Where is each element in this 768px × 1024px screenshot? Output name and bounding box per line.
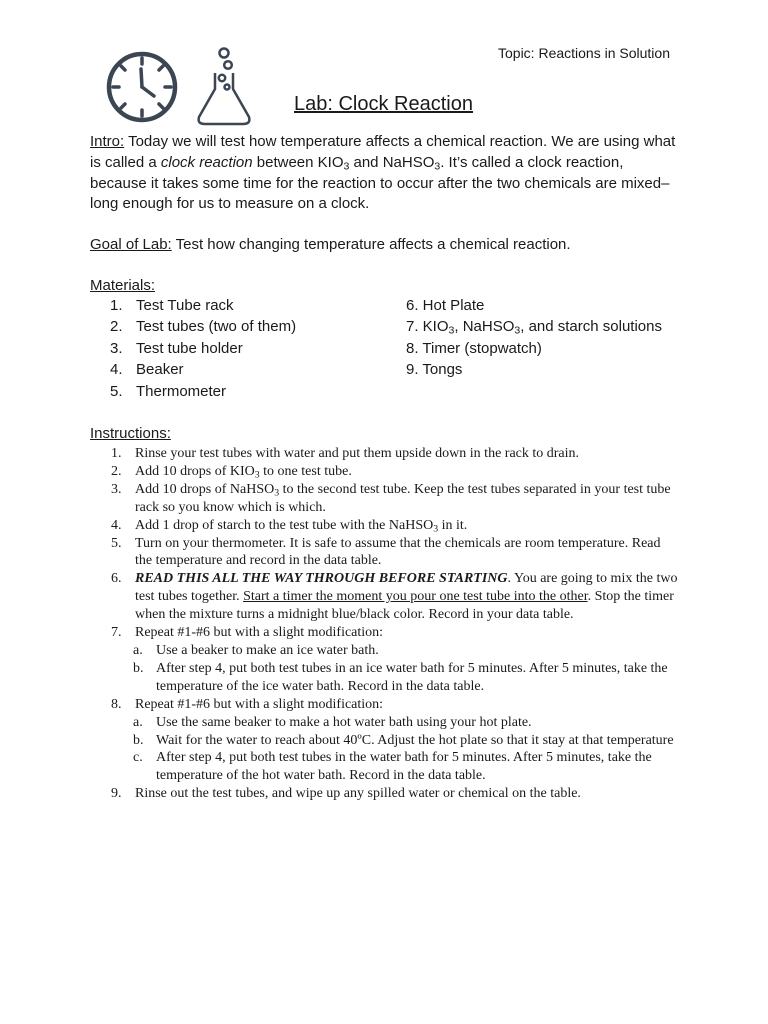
instructions-heading: Instructions: (90, 425, 171, 442)
list-item: 3. Add 10 drops of NaHSO$_3$ to the second test tube. Keep the test tubes separated in your test tube rack so you know which is which. (111, 481, 671, 515)
list-item: 1. Test Tube rack (110, 297, 234, 314)
list-item: 4. Add 1 drop of starch to the test tube with the NaHSO$_3$ in it. (111, 517, 468, 535)
list-item: 7. Repeat #1-#6 but with a slight modification: (111, 625, 384, 641)
list-item: 4. Beaker (110, 361, 184, 379)
list-item: 6. READ THIS ALL THE WAY THROUGH BEFORE STARTING. You are going to mix the two test tubes together. Start a timer the moment you pour one test tube into the other. Stop the timer when the mixture turns a midnight blue/black color. Record in your data table. (111, 571, 678, 623)
sub-list-item: b. Wait for the water to reach about 40ºC. Adjust the hot plate so that it stay at that temperature (133, 732, 674, 748)
sub-list-item: c. After step 4, put both test tubes in the water bath for 5 minutes. After 5 minutes, take the temperature of the hot water bath. Record in the data table. (133, 750, 652, 784)
goal-label: Goal of Lab: (90, 236, 172, 253)
list-item: 5. Turn on your thermometer. It is safe to assume that the chemicals are room temperature. Read the temperature and record in the data table. (111, 535, 661, 569)
list-item: 7. $KIO_3$, NaHSO$_3$, and starch solutions (406, 318, 662, 338)
list-item: 8. Timer (stopwatch) (406, 339, 542, 357)
warning-text: READ THIS ALL THE WAY THROUGH BEFORE STARTING (135, 571, 508, 587)
materials-list-right (406, 295, 662, 381)
clock-icon (104, 47, 180, 127)
materials-heading: Materials: (90, 277, 156, 294)
intro-italic: clock reaction (160, 153, 253, 171)
list-item: 2. Test tubes (two of them) (110, 318, 297, 336)
intro-paragraph (90, 132, 680, 215)
sub-list-item: a. Use the same beaker to make a hot water bath using your hot plate. (133, 714, 532, 730)
list-item: 3. Test tube holder (110, 339, 243, 357)
intro-text: between KIO (252, 153, 344, 171)
list-item: 8. Repeat #1-#6 but with a slight modification: (111, 696, 384, 712)
flask-icon (194, 45, 254, 127)
subscript: 3 (343, 160, 350, 173)
page-title: Lab: Clock Reaction (294, 93, 473, 115)
list-item: 5. Thermometer (110, 382, 227, 400)
list-item: 2. Add 10 drops of $KIO_3$ to one test tube. (111, 463, 352, 481)
goal-text: Test how changing temperature affects a chemical reaction. (171, 236, 571, 253)
intro-text: and NaHSO (349, 153, 435, 171)
goal-paragraph (90, 235, 690, 256)
list-item: 1. Rinse your test tubes with water and put them upside down in the rack to drain. (111, 446, 580, 461)
list-item: 9. Tongs (406, 361, 463, 379)
subscript: 3 (434, 160, 441, 173)
topic-label: Topic: Reactions in Solution (498, 45, 670, 61)
sub-list-item: a. Use a beaker to make an ice water bath. (133, 642, 379, 658)
intro-label: Intro: (90, 133, 125, 150)
list-item: 6. Hot Plate (406, 297, 485, 314)
materials-list-left (110, 295, 296, 402)
sub-list-item: b. After step 4, put both test tubes in an ice water bath for 5 minutes. After 5 minutes, take the temperature of the ice water bath. Record in the data table. (133, 660, 668, 694)
intro-text: . It’s called a clock reaction, because it takes some time for the reaction to occur after the two chemicals are mixed–long enough for us to measure on a clock. (90, 153, 670, 213)
list-item: 9. Rinse out the test tubes, and wipe up any spilled water or chemical on the table. (111, 786, 581, 802)
instructions-list (111, 445, 681, 803)
intro-text: Today we will test how temperature affects a chemical reaction. We are using what is called a (90, 133, 676, 171)
